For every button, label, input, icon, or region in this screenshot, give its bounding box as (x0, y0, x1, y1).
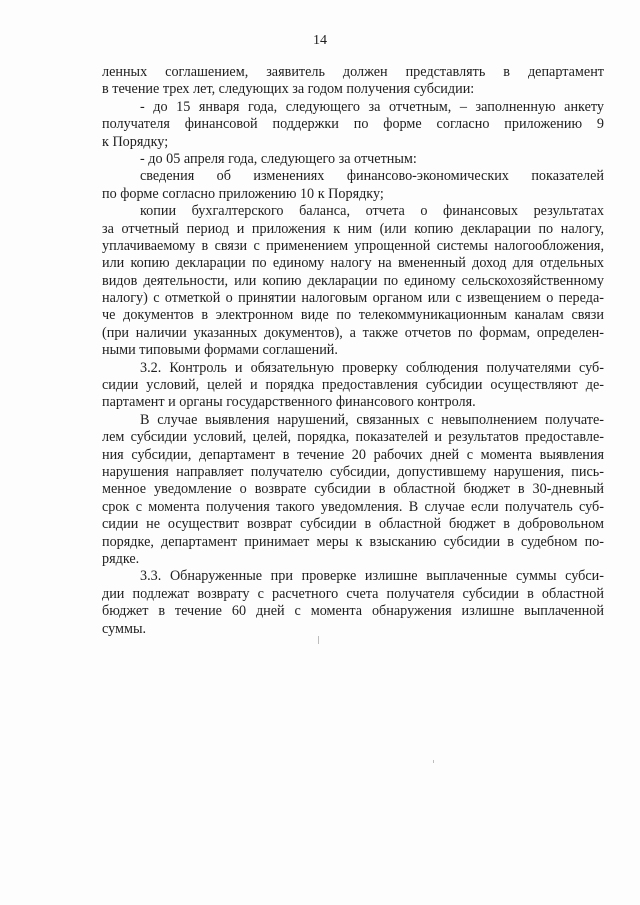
text-line: лем субсидии условий, целей, порядка, показателей и результатов предоставле- (102, 429, 604, 446)
text-line: менное уведомление о возврате субсидии в областной бюджет в 30-дневный (102, 481, 604, 498)
text-line: за отчетный период и приложения к ним (или копию декларации по налогу, (102, 220, 604, 237)
text-line: 3.2. Контроль и обязательную проверку соблюдения получателями суб- (140, 359, 604, 376)
text-line: порядке, департамент принимает меры к взысканию субсидии в судебном по- (102, 533, 604, 550)
text-line: дии подлежат возврату с расчетного счета получателя субсидии в областной (102, 585, 604, 602)
text-line: ными типовыми формами соглашений. (102, 342, 338, 359)
text-line: в течение трех лет, следующих за годом получения субсидии: (102, 81, 475, 98)
text-line: налогу) с отметкой о принятии налоговым органом или с извещением о переда- (102, 290, 604, 307)
scan-artifact (318, 636, 319, 644)
text-line: ния субсидии, департамент в течение 20 рабочих дней с момента выявления (102, 446, 604, 463)
text-line: - до 15 января года, следующего за отчетным, – заполненную анкету (140, 98, 604, 115)
text-line: че документов в электронном виде по телекоммуникационным каналам связи (102, 307, 604, 324)
text-line: ленных соглашением, заявитель должен представлять в департамент (102, 64, 604, 80)
scan-artifact (433, 760, 434, 763)
text-line: (при наличии указанных документов), а также отчетов по формам, определен- (102, 324, 604, 341)
text-line: к Порядку; (102, 133, 169, 150)
document-body (102, 64, 604, 638)
text-line: суммы. (102, 620, 147, 637)
text-line: или копию декларации по единому налогу на вмененный доход для отдельных (102, 255, 604, 272)
text-line: 3.3. Обнаруженные при проверке излишне выплаченные суммы субси- (140, 568, 604, 585)
text-line: уплачиваемому в связи с применением упрощенной системы налогообложения, (102, 237, 604, 254)
text-line: бюджет в течение 60 дней с момента обнаружения излишне выплаченной (102, 603, 604, 620)
text-line: видов деятельности, или копию декларации по единому сельскохозяйственному (102, 272, 604, 289)
text-line: получателя финансовой поддержки по форме согласно приложению 9 (102, 116, 604, 133)
text-line: копии бухгалтерского баланса, отчета о финансовых результатах (140, 203, 604, 220)
text-line: партамент и органы государственного финансового контроля. (102, 394, 476, 411)
page-number: 14 (313, 33, 327, 48)
text-line: - до 05 апреля года, следующего за отчетным: (140, 150, 417, 167)
text-line: сидии не осуществит возврат субсидии в областной бюджет в добровольном (102, 516, 604, 533)
text-line: сидии условий, целей и порядка предоставления субсидии осуществляют де- (102, 377, 604, 394)
text-line: рядке. (102, 550, 140, 567)
text-line: нарушения направляет получателю субсидии, допустившему нарушения, пись- (102, 463, 604, 480)
text-line: сведения об изменениях финансово-экономических показателей (140, 168, 604, 185)
text-line: срок с момента получения такого уведомления. В случае если получатель суб- (102, 498, 604, 515)
text-line: по форме согласно приложению 10 к Порядку; (102, 185, 384, 202)
text-line: В случае выявления нарушений, связанных с невыполнением получате- (140, 411, 604, 428)
